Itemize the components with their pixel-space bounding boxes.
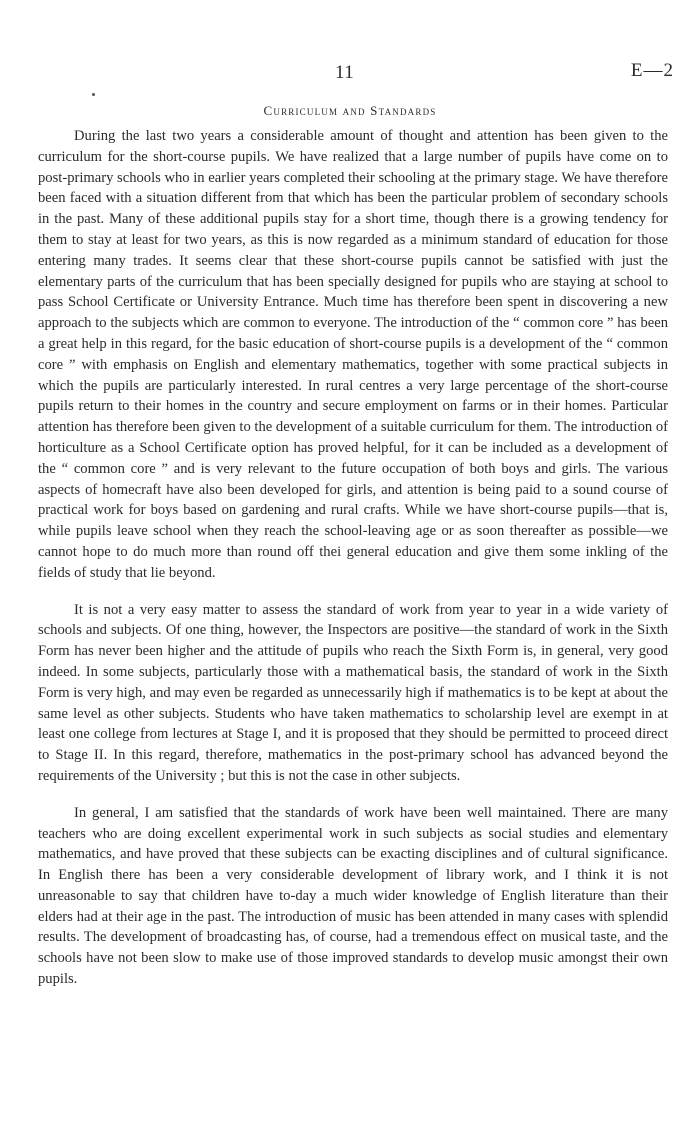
section-heading: Curriculum and Standards bbox=[263, 103, 437, 118]
paragraph-standards-assessment: It is not a very easy matter to assess the standard of work from year to year in a wide variety of schools and subjects. Of one thing, however, the Inspectors are positive—the standard of work in the Sixth Form has never been higher and the attitude of pupils who reach the Sixth Form is, in general, very good indeed. In some subjects, particularly those with a mathematical basis, the standard of work in the Sixth Form is very high, and may even be regarded as unnecessarily high if mathematics is to be kept at about the same level as other subjects. Students who have taken mathematics to scholarship level are exempt in at least one college from lectures at Stage I, and it is proposed that they should be permitted to proceed direct to Stage II. In this regard, therefore, mathematics in the post-primary school has advanced beyond the requirements of the University ; but this is not the case in other subjects. bbox=[38, 601, 668, 784]
body-text bbox=[38, 126, 668, 1006]
section-code: E—2 bbox=[630, 60, 674, 81]
stray-ink-mark bbox=[92, 93, 95, 96]
paragraph-general-standards: In general, I am satisfied that the standards of work have been well maintained. There are many teachers who are doing excellent experimental work in such subjects as social studies and elementary mathematics, and have proved that these subjects can be exacting disciplines and of cultural significance. In English there has been a very considerable development of library work, and I think it is not unreasonable to say that children have to-day a much wider knowledge of English literature than their elders had at their age in the past. The introduction of music has been attended in many cases with splendid results. The development of broadcasting has, of course, had a tremendous effect on musical taste, and the schools have not been slow to make use of those improved standards to develop music amongst their own pupils. bbox=[38, 804, 668, 988]
paragraph-curriculum: During the last two years a considerable amount of thought and attention has been given to the curriculum for the short-course pupils. We have realized that a large number of pupils have come on to post-primary schools who in earlier years completed their schooling at the primary stage. We have therefore been faced with a situation different from that which has been the particular problem of secondary schools in the past. Many of these additional pupils stay for a short time, though there is a growing tendency for them to stay at least for two years, as this is now regarded as a minimum standard of education for those entering many trades. It seems clear that these short-course pupils cannot be satisfied with just the elementary parts of the curriculum that has been specially designed for pupils who are staying at school to pass School Certificate or University Entrance. Much time has therefore been spent in discovering a new approach to the subjects which are common to everyone. The introduction of the “ common core ” has been a great help in this regard, for the basic education of short-course pupils is a development of the “ common core ” with emphasis on English and elementary mathematics, together with some practical subjects in which the pupils are particularly interested. In rural centres a very large percentage of the short-course pupils return to their homes in the country and secure employment on farms or in their homes. Particular attention has therefore been given to the development of a suitable curriculum for them. The introduction of horticulture as a School Certificate option has proved helpful, for it can be included as a development of the “ common core ” and is very relevant to the future occupation of both boys and girls. The various aspects of homecraft have also been developed for girls, and attention is being paid to a sound course of practical work for boys based on gardening and rural crafts. While we have short-course pupils—that is, while pupils leave school when they reach the school-leaving age or as soon thereafter as possible—we cannot hope to do much more than round off thei general education and give them some inkling of the fields of study that lie beyond. bbox=[38, 128, 668, 581]
page-number: 11 bbox=[335, 62, 355, 83]
